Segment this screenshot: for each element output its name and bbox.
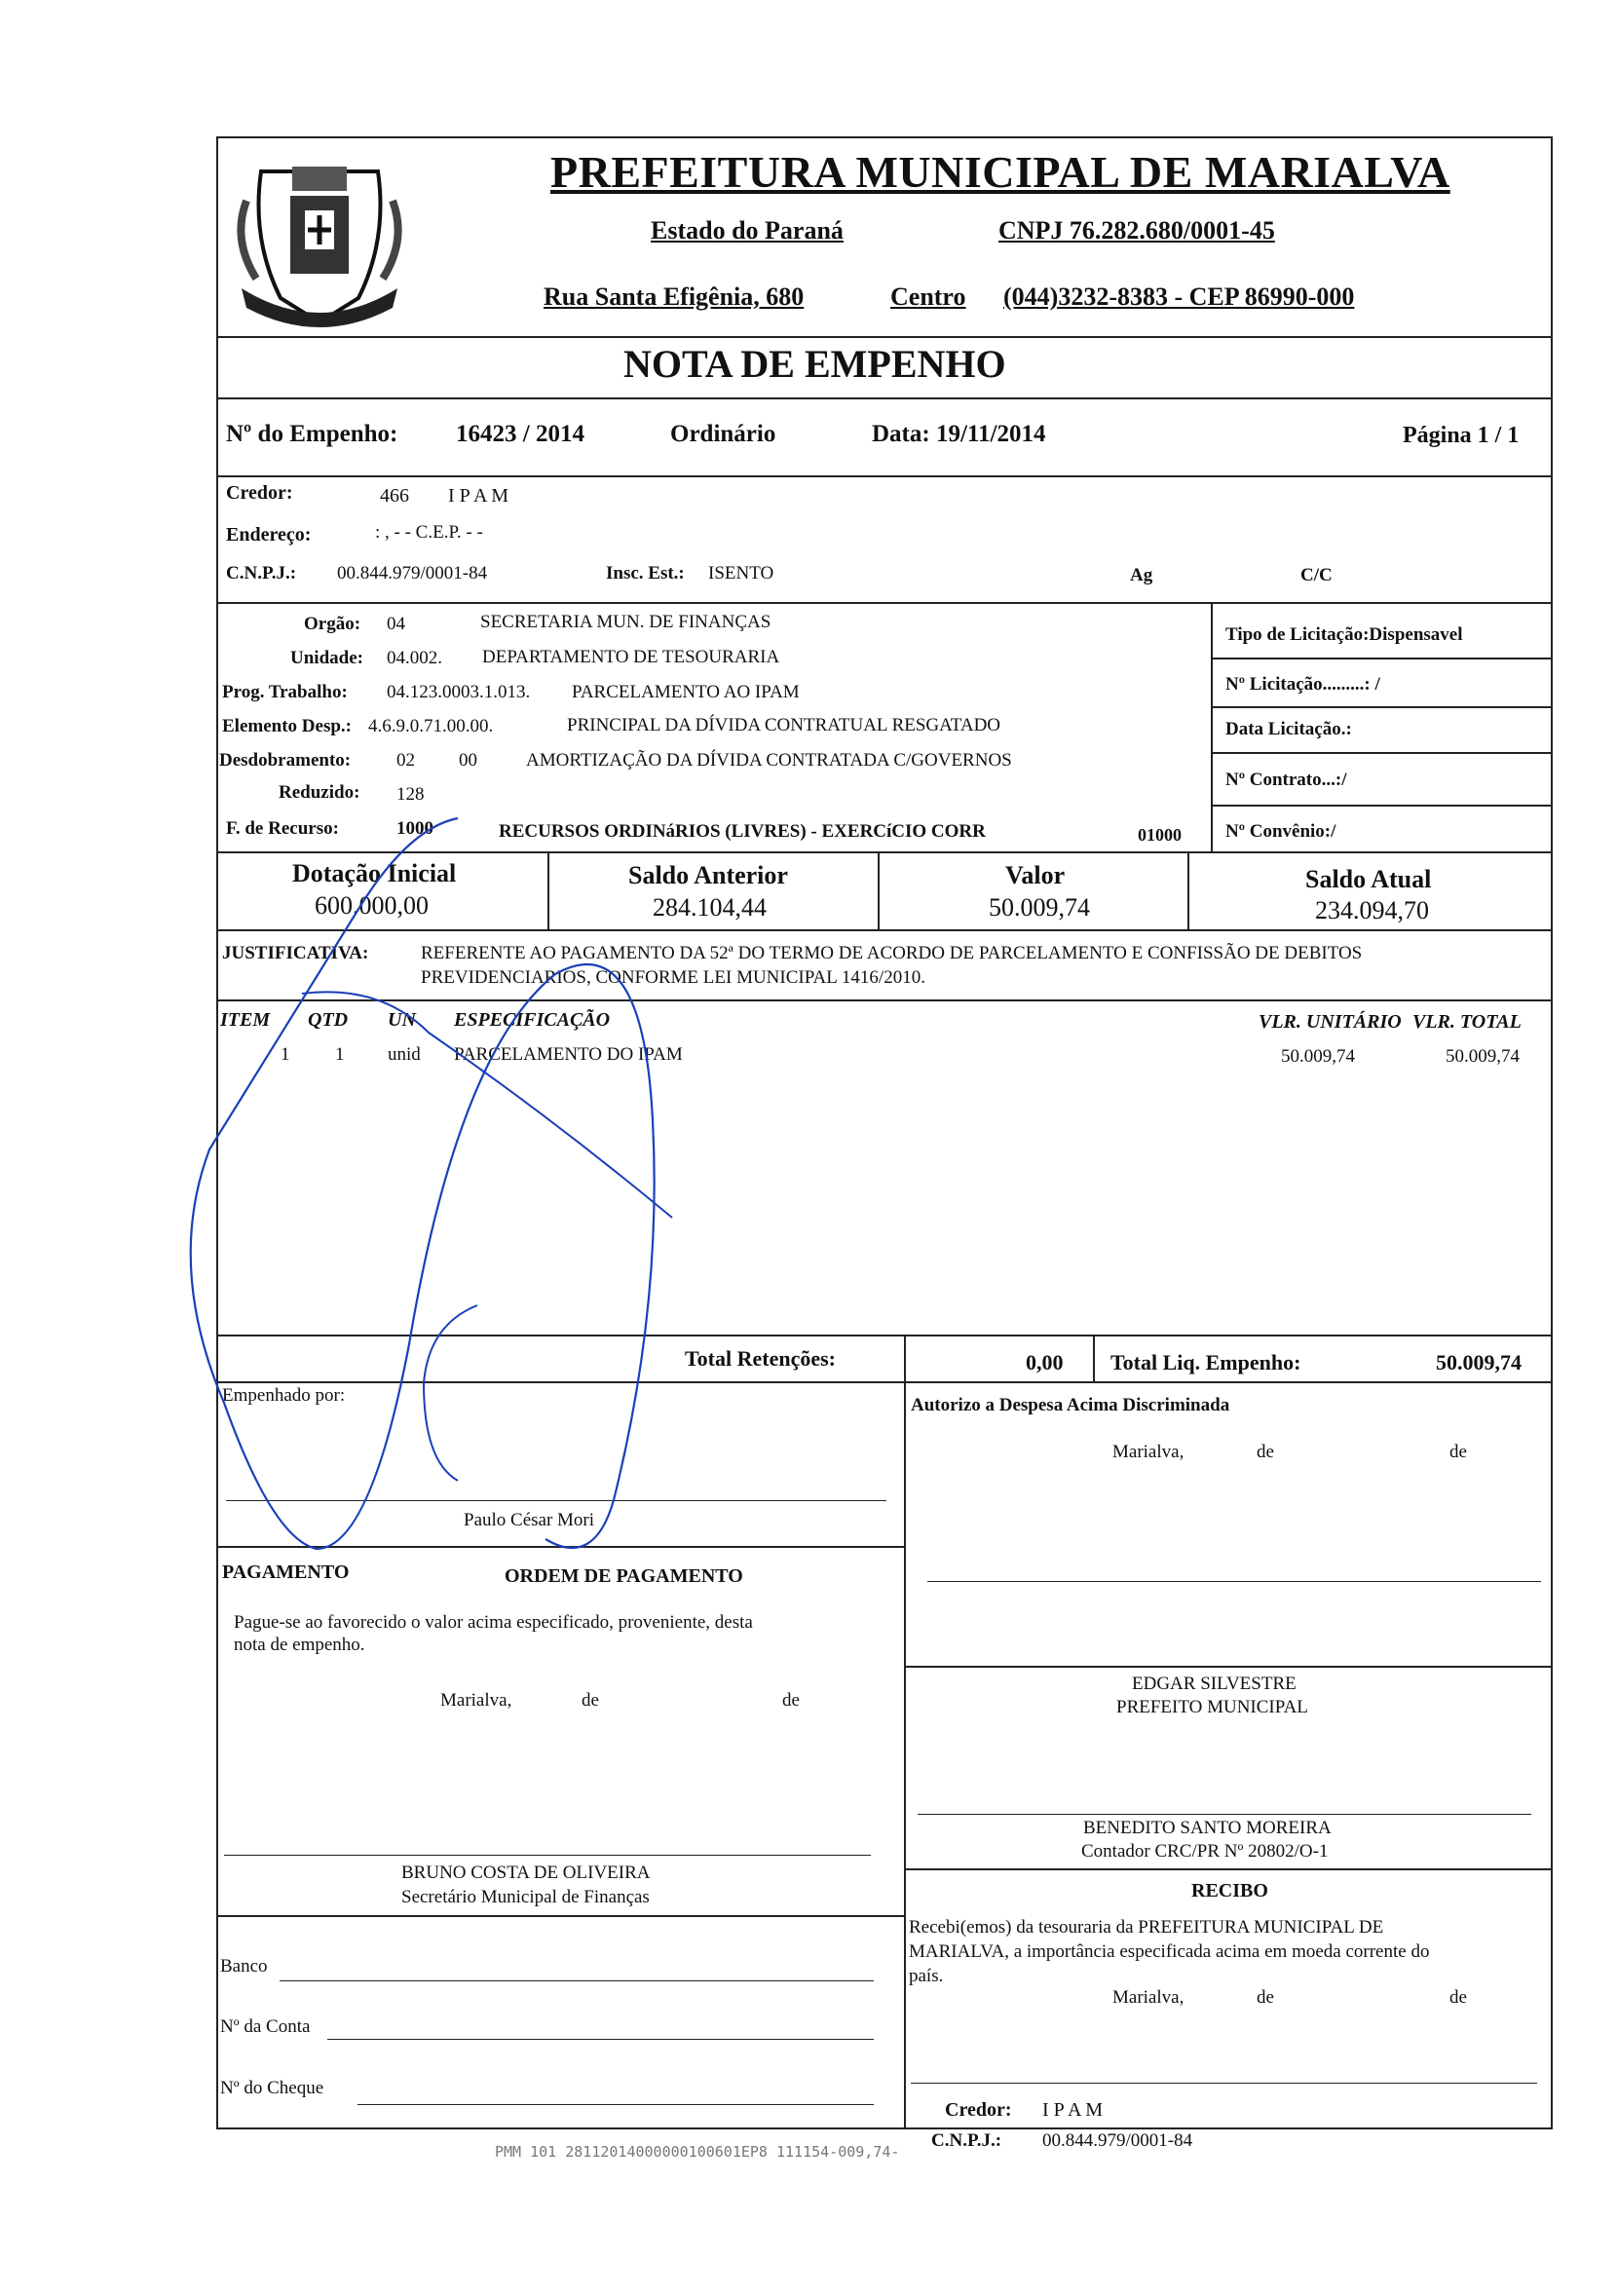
prog-code: 04.123.0003.1.013.: [387, 682, 531, 702]
secretario-cargo: Secretário Municipal de Finanças: [401, 1887, 650, 1907]
items-header-unit: VLR. UNITÁRIO: [1259, 1011, 1402, 1033]
justificativa-label: JUSTIFICATIVA:: [222, 943, 369, 963]
item-total-value: 50.009,74: [1446, 1046, 1520, 1067]
items-header-total: VLR. TOTAL: [1412, 1011, 1522, 1033]
prefeito-nome: EDGAR SILVESTRE: [1132, 1674, 1297, 1694]
divider: [904, 1381, 906, 2129]
divider: [216, 336, 1553, 338]
divider: [216, 602, 1553, 604]
banco-label: Banco: [220, 1956, 268, 1976]
contador-nome: BENEDITO SANTO MOREIRA: [1083, 1818, 1332, 1838]
item-number: 1: [281, 1044, 290, 1065]
pagamento-de2: de: [782, 1690, 800, 1711]
divider: [904, 1868, 1553, 1870]
orgao-label: Orgão:: [304, 614, 361, 634]
header-phone-cep: (044)3232-8383 - CEP 86990-000: [1003, 282, 1355, 311]
header-address: Rua Santa Efigênia, 680: [544, 282, 805, 311]
items-header-item: ITEM: [220, 1009, 271, 1031]
conta-label: Nº da Conta: [220, 2016, 311, 2037]
prog-label: Prog. Trabalho:: [222, 682, 348, 702]
header-district: Centro: [890, 282, 966, 311]
recurso-code2: 01000: [1138, 825, 1182, 845]
saldo-atual-label: Saldo Atual: [1305, 865, 1432, 893]
desdobramento-value: AMORTIZAÇÃO DA DÍVIDA CONTRATADA C/GOVERNOS: [526, 750, 1012, 771]
recibo-credor: I P A M: [1042, 2099, 1104, 2121]
item-unit-value: 50.009,74: [1281, 1046, 1355, 1067]
conta-field[interactable]: [327, 2039, 874, 2040]
elemento-label: Elemento Desp.:: [222, 716, 352, 736]
recibo-de2: de: [1449, 1987, 1467, 2008]
header-title: PREFEITURA MUNICIPAL DE MARIALVA: [550, 147, 1450, 197]
desdobramento-code1: 02: [396, 750, 415, 771]
saldo-anterior-label: Saldo Anterior: [628, 861, 788, 889]
convenio: Nº Convênio:/: [1225, 821, 1336, 842]
reduzido-value: 128: [396, 784, 425, 805]
empenhado-label: Empenhado por:: [222, 1385, 346, 1406]
saldo-atual-value: 234.094,70: [1315, 896, 1429, 924]
recibo-credor-label: Credor:: [945, 2099, 1012, 2121]
divider: [1211, 658, 1553, 659]
credor-label: Credor:: [226, 482, 293, 504]
credor-cnpj-label: C.N.P.J.:: [226, 563, 297, 583]
valor-label: Valor: [1005, 861, 1066, 889]
contador-cargo: Contador CRC/PR Nº 20802/O-1: [1081, 1841, 1329, 1862]
justificativa-line1: REFERENTE AO PAGAMENTO DA 52ª DO TERMO DE ACORDO DE PARCELAMENTO E CONFISSÃO DE DEBITOS: [421, 943, 1363, 963]
signature-line: [224, 1855, 871, 1856]
unidade-code: 04.002.: [387, 648, 442, 668]
elemento-code: 4.6.9.0.71.00.00.: [368, 716, 494, 736]
endereco-value: : , - - C.E.P. - -: [375, 522, 483, 543]
recibo-local: Marialva,: [1112, 1987, 1185, 2008]
insc-value: ISENTO: [708, 563, 774, 583]
header-state: Estado do Paraná: [651, 216, 844, 245]
pagamento-local: Marialva,: [440, 1690, 512, 1711]
divider: [216, 397, 1553, 399]
pagamento-text1: Pague-se ao favorecido o valor acima especificado, proveniente, desta: [234, 1612, 753, 1633]
items-header-spec: ESPECIFICAÇÃO: [454, 1009, 611, 1031]
pagamento-label: PAGAMENTO: [222, 1562, 350, 1583]
recibo-line3: país.: [909, 1966, 944, 1986]
divider: [1211, 805, 1553, 807]
divider: [878, 851, 880, 929]
divider: [1211, 706, 1553, 708]
total-liq-label: Total Liq. Empenho:: [1110, 1350, 1301, 1374]
cc-label: C/C: [1300, 565, 1333, 585]
numero-licitacao: Nº Licitação.........: /: [1225, 674, 1380, 695]
valor-value: 50.009,74: [989, 893, 1090, 922]
dotacao-inicial-value: 600.000,00: [315, 891, 429, 920]
empenhado-nome: Paulo César Mori: [464, 1510, 595, 1530]
empenho-number: 16423 / 2014: [456, 421, 584, 447]
unidade-label: Unidade:: [290, 648, 363, 668]
retencoes-value: 0,00: [1026, 1350, 1064, 1374]
recurso-code: 1000: [396, 818, 433, 839]
item-spec: PARCELAMENTO DO IPAM: [454, 1044, 683, 1065]
signature-line: [911, 2083, 1537, 2084]
credor-cnpj: 00.844.979/0001-84: [337, 563, 488, 583]
ordem-pagamento-label: ORDEM DE PAGAMENTO: [505, 1565, 743, 1587]
coat-of-arms-icon: [222, 142, 417, 337]
items-header-qtd: QTD: [308, 1009, 349, 1031]
divider: [1211, 752, 1553, 754]
divider: [1187, 851, 1189, 929]
cheque-label: Nº do Cheque: [220, 2078, 324, 2098]
recibo-line1: Recebi(emos) da tesouraria da PREFEITURA MUNICIPAL DE: [909, 1917, 1384, 1938]
divider: [1093, 1335, 1095, 1381]
item-un: unid: [388, 1044, 421, 1065]
divider: [216, 1915, 904, 1917]
header-cnpj: CNPJ 76.282.680/0001-45: [998, 216, 1275, 245]
tipo-licitacao: Tipo de Licitação:Dispensavel: [1225, 624, 1463, 645]
recibo-cnpj-label: C.N.P.J.:: [931, 2130, 1002, 2151]
prog-value: PARCELAMENTO AO IPAM: [572, 682, 800, 702]
elemento-value: PRINCIPAL DA DÍVIDA CONTRATUAL RESGATADO: [567, 715, 1001, 735]
recibo-line2: MARIALVA, a importância especificada acima em moeda corrente do: [909, 1941, 1430, 1962]
desdobramento-label: Desdobramento:: [219, 750, 352, 771]
recurso-label: F. de Recurso:: [226, 818, 339, 839]
unidade-value: DEPARTAMENTO DE TESOURARIA: [482, 647, 780, 667]
secretario-nome: BRUNO COSTA DE OLIVEIRA: [401, 1863, 651, 1883]
divider: [1211, 602, 1213, 851]
prefeito-cargo: PREFEITO MUNICIPAL: [1116, 1697, 1308, 1717]
items-header-un: UN: [388, 1009, 416, 1031]
autorizo-local: Marialva,: [1112, 1442, 1185, 1462]
recibo-label: RECIBO: [1191, 1880, 1268, 1901]
credor-name: I P A M: [448, 485, 509, 507]
reduzido-label: Reduzido:: [279, 782, 360, 803]
banco-field[interactable]: [280, 1980, 874, 1981]
handwritten-signature-icon: [185, 799, 731, 1568]
empenho-date: Data: 19/11/2014: [872, 421, 1046, 447]
divider: [904, 1666, 1553, 1668]
document-title: NOTA DE EMPENHO: [623, 342, 1006, 386]
data-licitacao: Data Licitação.:: [1225, 719, 1352, 739]
total-liq-value: 50.009,74: [1436, 1350, 1522, 1374]
credor-code: 466: [380, 485, 409, 507]
empenho-type: Ordinário: [670, 421, 776, 447]
saldo-anterior-value: 284.104,44: [653, 893, 767, 922]
footer-code: PMM 101 28112014000000100601EP8 111154-009,74-: [495, 2143, 900, 2161]
cheque-field[interactable]: [357, 2104, 874, 2105]
autorizo-de2: de: [1449, 1442, 1467, 1462]
pagamento-de1: de: [582, 1690, 599, 1711]
ag-label: Ag: [1130, 565, 1153, 585]
contrato: Nº Contrato...:/: [1225, 770, 1347, 790]
recurso-value: RECURSOS ORDINáRIOS (LIVRES) - EXERCíCIO CORR: [499, 821, 986, 842]
page-number: Página 1 / 1: [1403, 423, 1520, 448]
retencoes-label: Total Retenções:: [685, 1346, 836, 1371]
signature-line: [918, 1814, 1531, 1815]
justificativa-line2: PREVIDENCIARIOS, CONFORME LEI MUNICIPAL 1416/2010.: [421, 967, 925, 988]
autorizo-label: Autorizo a Despesa Acima Discriminada: [911, 1395, 1230, 1415]
autorizo-de1: de: [1257, 1442, 1274, 1462]
orgao-code: 04: [387, 614, 405, 634]
empenho-label: Nº do Empenho:: [226, 421, 398, 447]
divider: [216, 475, 1553, 477]
recibo-de1: de: [1257, 1987, 1274, 2008]
divider: [904, 1335, 906, 1381]
pagamento-text2: nota de empenho.: [234, 1635, 365, 1655]
endereco-label: Endereço:: [226, 524, 312, 546]
item-qtd: 1: [335, 1044, 345, 1065]
desdobramento-code2: 00: [459, 750, 477, 771]
dotacao-inicial-label: Dotação Inicial: [292, 859, 457, 887]
insc-label: Insc. Est.:: [606, 563, 685, 583]
signature-line: [927, 1581, 1541, 1582]
recibo-cnpj: 00.844.979/0001-84: [1042, 2130, 1193, 2151]
orgao-value: SECRETARIA MUN. DE FINANÇAS: [480, 612, 771, 632]
